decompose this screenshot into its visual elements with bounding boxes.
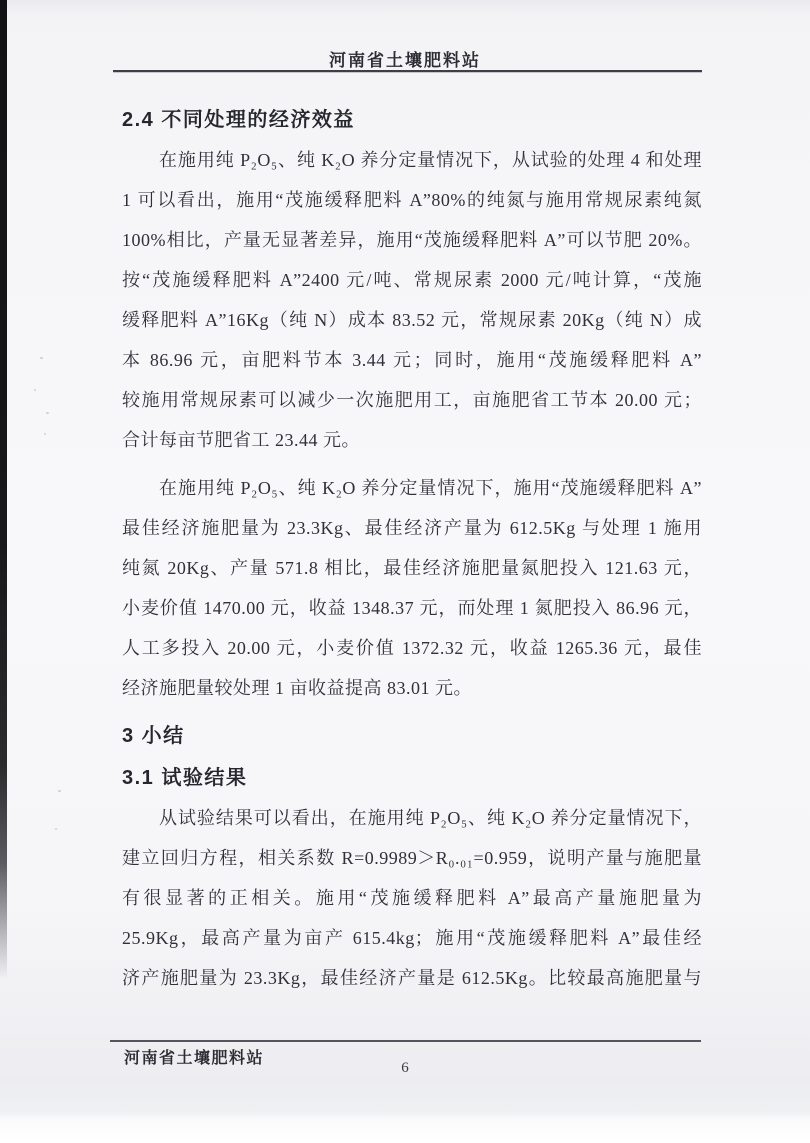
text-line: 在施用纯 P₂O₅、纯 K₂O 养分定量情况下，从试验的处理 4 和处理 — [159, 150, 702, 170]
section-heading-3-1: 3.1 试验结果 — [122, 767, 248, 789]
page-header-title: 河南省土壤肥料站 — [329, 51, 481, 70]
scan-speck — [34, 389, 36, 391]
text-line: 最佳经济施肥量为 23.3Kg、最佳经济产量为 612.5Kg 与处理 1 施用 — [122, 518, 702, 538]
text-line: 在施用纯 P₂O₅、纯 K₂O 养分定量情况下，施用“茂施缓释肥料 A” — [159, 478, 702, 498]
text-line: 从试验结果可以看出，在施用纯 P₂O₅、纯 K₂O 养分定量情况下， — [159, 808, 702, 828]
scan-speck — [44, 433, 46, 435]
scan-speck — [55, 828, 57, 830]
text-line: 小麦价值 1470.00 元，收益 1348.37 元，而处理 1 氮肥投入 86.96 元， — [122, 598, 702, 618]
text-line: 经济施肥量较处理 1 亩收益提高 83.01 元。 — [122, 678, 472, 698]
text-line: 较施用常规尿素可以减少一次施肥用工，亩施肥省工节本 20.00 元； — [122, 390, 702, 410]
text-line: 有很显著的正相关。施用“茂施缓释肥料 A”最高产量施肥量为 — [122, 888, 702, 908]
scan-speck — [46, 412, 49, 414]
text-line: 本 86.96 元，亩肥料节本 3.44 元；同时，施用“茂施缓释肥料 A” — [122, 350, 702, 370]
scan-speck — [58, 790, 61, 792]
text-line: 缓释肥料 A”16Kg（纯 N）成本 83.52 元，常规尿素 20Kg（纯 N）成 — [122, 310, 702, 330]
scan-speck — [40, 357, 43, 359]
text-line: 建立回归方程，相关系数 R=0.9989＞R₀.₀₁=0.959，说明产量与施肥量 — [122, 848, 702, 868]
text-line: 25.9Kg，最高产量为亩产 615.4kg；施用“茂施缓释肥料 A”最佳经 — [122, 928, 702, 948]
text-line: 济产施肥量为 23.3Kg，最佳经济产量是 612.5Kg。比较最高施肥量与 — [122, 968, 702, 988]
section-heading-3: 3 小结 — [122, 725, 185, 747]
text-line: 100%相比，产量无显著差异，施用“茂施缓释肥料 A”可以节肥 20%。 — [122, 230, 702, 250]
footer-org-name: 河南省土壤肥料站 — [124, 1050, 265, 1067]
text-line: 1 可以看出，施用“茂施缓释肥料 A”80%的纯氮与施用常规尿素纯氮 — [122, 190, 702, 210]
section-heading-2-4: 2.4 不同处理的经济效益 — [122, 109, 355, 131]
footer-rule — [110, 1040, 701, 1042]
scan-left-edge-shadow — [0, 0, 7, 980]
header-rule — [113, 70, 702, 72]
text-line: 合计每亩节肥省工 23.44 元。 — [122, 430, 360, 450]
page-number: 6 — [401, 1060, 409, 1076]
text-line: 按“茂施缓释肥料 A”2400 元/吨、常规尿素 2000 元/吨计算，“茂施 — [122, 270, 702, 290]
text-line: 人工多投入 20.00 元，小麦价值 1372.32 元，收益 1265.36 元，最佳 — [122, 638, 702, 658]
text-line: 纯氮 20Kg、产量 571.8 相比，最佳经济施肥量氮肥投入 121.63 元， — [122, 558, 702, 578]
